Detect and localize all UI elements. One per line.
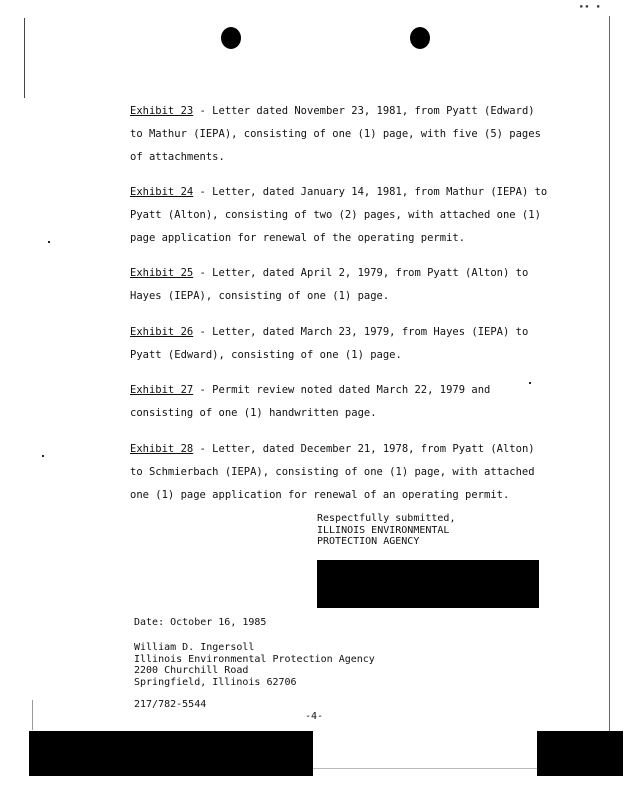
exhibit-label: Exhibit 26 <box>130 326 194 338</box>
exhibit-text: - Letter, dated April 2, 1979, from Pyatt (Alton) to <box>193 267 529 279</box>
exhibit-line <box>130 100 535 123</box>
punch-hole-left <box>221 27 241 49</box>
exhibit-line: page application for renewal of the operating permit. <box>130 232 466 244</box>
redaction-bar-signature <box>317 560 539 608</box>
exhibit-line: to Schmierbach (IEPA), consisting of one (1) page, with attached <box>130 466 535 478</box>
signature-closing: Respectfully submitted, <box>317 513 456 524</box>
exhibit-line <box>130 379 520 402</box>
exhibit-label: Exhibit 23 <box>130 105 194 117</box>
exhibit-label: Exhibit 25 <box>130 267 194 279</box>
exhibit-text: - Permit review noted dated March 22, 1979 and <box>193 384 491 396</box>
exhibit-label: Exhibit 27 <box>130 384 194 396</box>
redaction-bar-bottom-left <box>29 731 313 776</box>
scan-speck <box>48 241 50 243</box>
street-address: 2200 Churchill Road <box>134 665 249 676</box>
scan-corner-marks: ▪▪ ▪ <box>579 3 602 10</box>
exhibit-27 <box>130 379 520 425</box>
exhibit-line: of attachments. <box>130 151 225 163</box>
scan-speck <box>529 382 531 384</box>
scan-speck <box>42 455 44 457</box>
exhibit-line <box>130 438 535 461</box>
attorney-name: William D. Ingersoll <box>134 642 255 653</box>
scan-edge-right <box>609 16 610 756</box>
date-line: Date: October 16, 1985 <box>134 617 267 628</box>
exhibit-text: - Letter, dated January 14, 1981, from Mathur (IEPA) to <box>193 186 548 198</box>
exhibit-26 <box>130 321 529 367</box>
exhibit-line: consisting of one (1) handwritten page. <box>130 407 377 419</box>
city-state-zip: Springfield, Illinois 62706 <box>134 676 297 688</box>
exhibit-text: - Letter, dated March 23, 1979, from Hayes (IEPA) to <box>193 326 529 338</box>
exhibit-label: Exhibit 24 <box>130 186 194 198</box>
exhibit-line <box>130 321 529 344</box>
phone-number: 217/782-5544 <box>134 699 207 710</box>
signature-org: ILLINOIS ENVIRONMENTAL <box>317 524 450 536</box>
exhibit-line: Hayes (IEPA), consisting of one (1) page. <box>130 290 390 302</box>
exhibit-24 <box>130 181 548 250</box>
exhibit-line <box>130 262 529 285</box>
exhibit-23 <box>130 100 541 169</box>
address-block <box>134 642 375 688</box>
exhibit-line: one (1) page application for renewal of an operating permit. <box>130 489 510 501</box>
exhibit-line: Pyatt (Alton), consisting of two (2) pages, with attached one (1) <box>130 209 541 221</box>
exhibit-text: - Letter dated November 23, 1981, from Pyatt (Edward) <box>193 105 535 117</box>
exhibit-line <box>130 181 548 204</box>
scan-edge-left-lower <box>32 700 33 730</box>
exhibit-line: to Mathur (IEPA), consisting of one (1) page, with five (5) pages <box>130 128 541 140</box>
punch-hole-right <box>410 27 430 49</box>
exhibit-text: - Letter, dated December 21, 1978, from Pyatt (Alton) <box>193 443 535 455</box>
redaction-bar-bottom-right <box>537 731 623 776</box>
agency-name: Illinois Environmental Protection Agency <box>134 653 375 665</box>
exhibit-28 <box>130 438 535 507</box>
signature-org: PROTECTION AGENCY <box>317 536 420 547</box>
scan-edge-bottom <box>313 768 537 769</box>
exhibit-label: Exhibit 28 <box>130 443 194 455</box>
scan-edge-left <box>24 18 25 98</box>
signature-block <box>317 513 455 548</box>
exhibit-25 <box>130 262 529 308</box>
exhibit-line: Pyatt (Edward), consisting of one (1) page. <box>130 349 402 361</box>
page-number: -4- <box>305 711 324 722</box>
